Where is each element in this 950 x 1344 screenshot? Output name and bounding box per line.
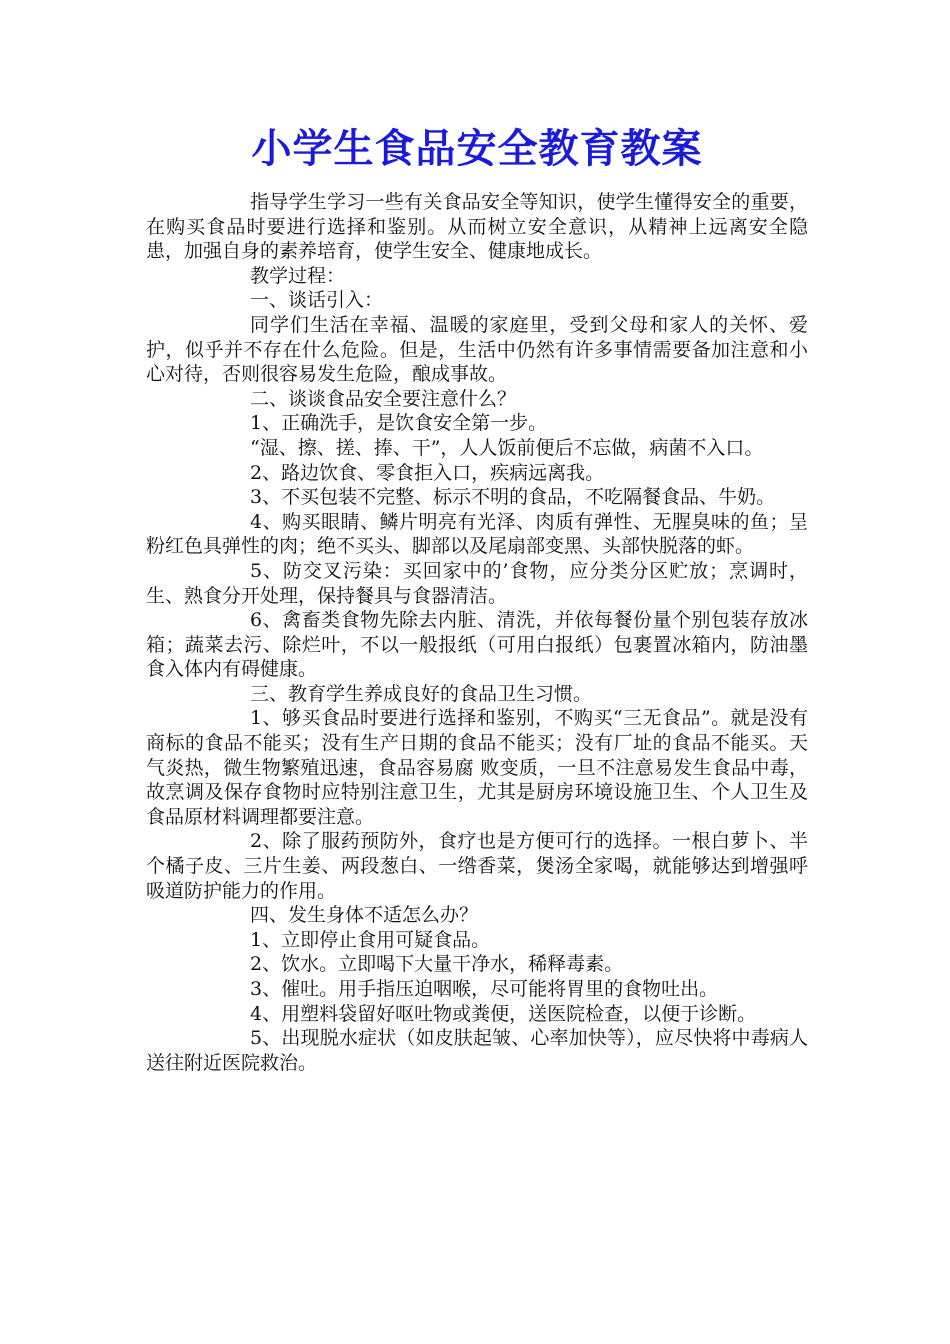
list-item: 2、饮水。立即喝下大量干净水，稀释毒素。 — [250, 953, 624, 976]
list-item: 6、禽畜类食物先除去内脏、清洗，并依每餐份量个别包装存放冰箱；蔬菜去污、除烂叶，不以一般报纸（可用白报纸）包裹置冰箱内，防油墨食入体内有碍健康。 — [146, 609, 808, 681]
list-item: 2、路边饮食、零食拒入口，疾病远离我。 — [250, 461, 605, 484]
list-item: 5、出现脱水症状（如皮肤起皱、心率加快等），应尽快将中毒病人送往附近医院救治。 — [146, 1027, 808, 1074]
document-page — [146, 118, 808, 1075]
list-item: 3、催吐。用手指压迫咽喉，尽可能将胃里的食物吐出。 — [250, 978, 719, 1000]
section-heading: 二、谈谈食品安全要注意什么？ — [250, 387, 517, 410]
section-heading: 四、发生身体不适怎么办？ — [250, 904, 479, 927]
document-body — [146, 190, 808, 1075]
paragraph: 同学们生活在幸福、温暖的家庭里，受到父母和家人的关怀、爱护，似乎并不存在什么危险。但是，生活中仍然有许多事情需要备加注意和小心对待，否则很容易发生危险，酿成事故。 — [146, 313, 808, 386]
list-item: 4、用塑料袋留好呕吐物或粪便，送医院检查，以便于诊断。 — [250, 1002, 757, 1025]
section-heading: 一、谈话引入： — [250, 289, 384, 312]
paragraph: “湿、擦、搓、捧、干”，人人饭前便后不忘做，病菌不入口。 — [250, 436, 764, 459]
list-item: 1、正确洗手，是饮食安全第一步。 — [250, 412, 548, 435]
list-item: 2、除了服药预防外，食疗也是方便可行的选择。一根白萝卜、半个橘子皮、三片生姜、两段葱白、一绺香菜，煲汤全家喝，就能够达到增强呼吸道防护能力的作用。 — [146, 830, 808, 902]
list-item: 1、立即停止食用可疑食品。 — [250, 928, 491, 951]
section-heading: 三、教育学生养成良好的食品卫生习惯。 — [250, 682, 593, 705]
list-item: 4、购买眼睛、鳞片明亮有光泽、肉质有弹性、无腥臭味的鱼；呈粉红色具弹性的肉；绝不买头、脚部以及尾扇部变黑、头部快脱落的虾。 — [146, 510, 808, 558]
paragraph: 教学过程： — [250, 264, 346, 287]
paragraph: 指导学生学习一些有关食品安全等知识，使学生懂得安全的重要，在购买食品时要进行选择和鉴别。从而树立安全意识，从精神上远离安全隐患，加强自身的素养培育，使学生安全、健康地成长。 — [146, 191, 808, 263]
document-title: 小学生食品安全教育教案 — [251, 126, 703, 172]
list-item: 5、防交叉污染：买回家中的’食物，应分类分区贮放；烹调时，生、熟食分开处理，保持餐具与食器清洁。 — [146, 559, 808, 607]
list-item: 1、够买食品时要进行选择和鉴别，不购买“三无食品”。就是没有商标的食品不能买；没有生产日期的食品不能买；没有厂址的食品不能买。天气炎热，微生物繁殖迅速，食品容易腐 败变质，一旦不注意易发生食品中毒，故烹调及保存食物时应特别注意卫生，尤其是厨房环境设施卫生、个人卫生及食品原材料调理都要注意。 — [146, 707, 808, 828]
list-item: 3、不买包装不完整、标示不明的食品，不吃隔餐食品、牛奶。 — [250, 486, 776, 509]
